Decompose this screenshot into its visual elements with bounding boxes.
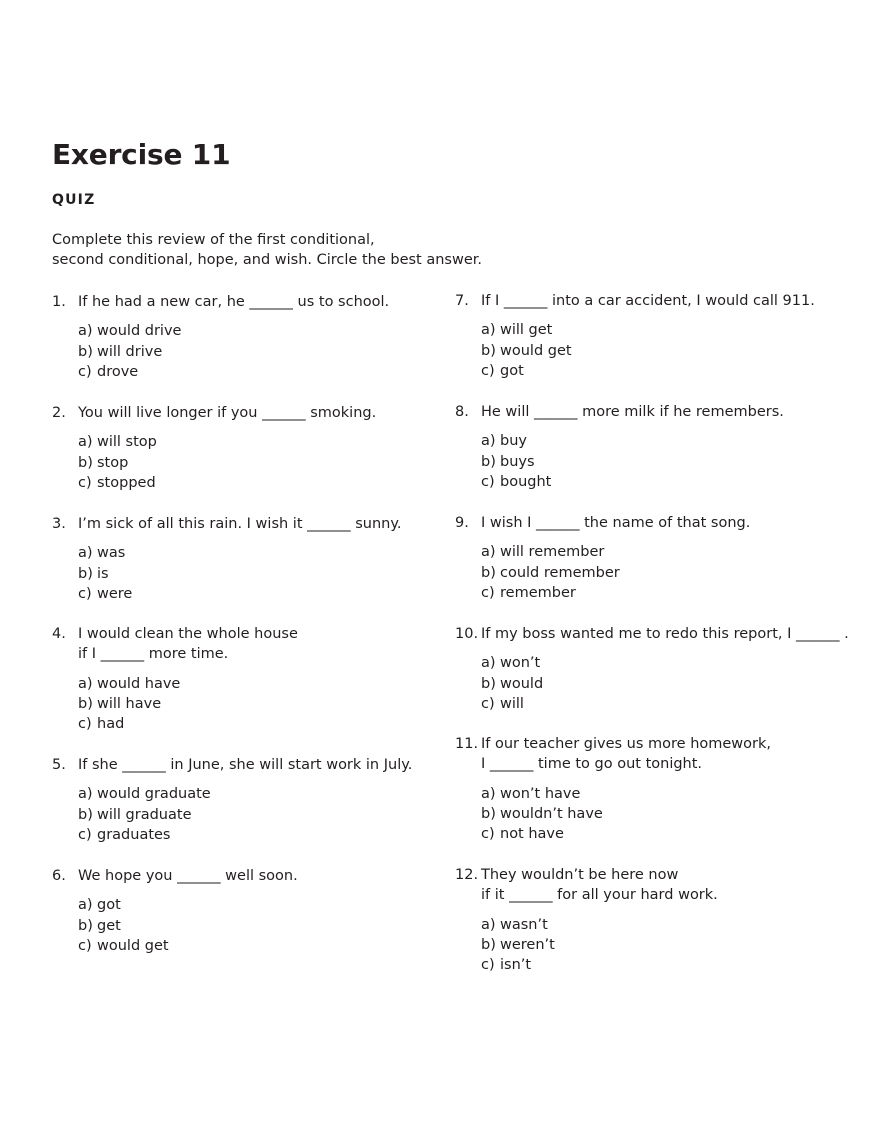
question-text — [481, 291, 815, 311]
option-letter: b) — [481, 564, 496, 581]
question-text-line: I would clean the whole house — [78, 626, 298, 642]
option-letter: b) — [78, 454, 93, 471]
option-text: not have — [500, 826, 564, 843]
instructions — [52, 230, 482, 270]
question-text — [78, 514, 401, 534]
option-text: stop — [97, 454, 129, 471]
answer-options — [481, 320, 815, 381]
option-text: remember — [500, 584, 576, 601]
instructions-line-1: Complete this review of the first conditional, — [52, 232, 375, 248]
option-letter: a) — [78, 323, 93, 340]
option-letter: c) — [78, 826, 92, 843]
answer-option[interactable] — [481, 824, 771, 844]
option-text: will remember — [500, 544, 605, 561]
page-title: Exercise 11 — [52, 138, 231, 171]
answer-option[interactable] — [78, 362, 389, 382]
answer-options — [481, 653, 849, 714]
option-text: wasn’t — [500, 916, 548, 933]
option-letter: c) — [481, 695, 495, 712]
answer-option[interactable] — [481, 583, 750, 603]
option-text: won’t have — [500, 785, 581, 802]
option-letter: b) — [481, 453, 496, 470]
question-text-line: If he had a new car, he ______ us to school. — [78, 294, 390, 310]
question-text-line: I’m sick of all this rain. I wish it ______ sunny. — [78, 516, 402, 532]
question-12 — [455, 865, 718, 990]
option-letter: c) — [78, 474, 92, 491]
answer-option[interactable] — [78, 564, 401, 584]
answer-option[interactable] — [78, 321, 389, 341]
option-letter: b) — [78, 806, 93, 823]
answer-option[interactable] — [481, 935, 718, 955]
question-text — [481, 624, 849, 644]
question-text-line: You will live longer if you ______ smoking. — [78, 405, 377, 421]
answer-option[interactable] — [78, 694, 298, 714]
question-text — [481, 865, 718, 906]
answer-option[interactable] — [481, 341, 815, 361]
answer-options — [78, 895, 298, 956]
option-text: won’t — [500, 655, 541, 672]
answer-option[interactable] — [78, 916, 298, 936]
option-letter: a) — [78, 897, 93, 914]
option-text: would drive — [97, 323, 182, 340]
option-text: wouldn’t have — [500, 805, 603, 822]
option-text: had — [97, 716, 125, 733]
option-text: is — [97, 565, 109, 582]
answer-option[interactable] — [481, 653, 849, 673]
question-number: 11. — [455, 736, 479, 752]
question-text-line: I ______ time to go out tonight. — [481, 756, 703, 773]
answer-option[interactable] — [481, 674, 849, 694]
question-text-line: if it ______ for all your hard work. — [481, 887, 718, 904]
answer-option[interactable] — [481, 804, 771, 824]
answer-option[interactable] — [78, 895, 298, 915]
question-text-line: I wish I ______ the name of that song. — [481, 515, 751, 531]
question-7 — [455, 291, 815, 396]
option-letter: c) — [481, 957, 495, 974]
question-number: 10. — [455, 626, 479, 642]
option-text: weren’t — [500, 936, 555, 953]
option-letter: a) — [481, 785, 496, 802]
option-text: would have — [97, 675, 181, 692]
option-text: buy — [500, 433, 527, 450]
answer-option[interactable] — [481, 563, 750, 583]
question-number: 4. — [52, 626, 66, 642]
answer-option[interactable] — [481, 320, 815, 340]
question-number: 9. — [455, 515, 469, 531]
question-text-line: If my boss wanted me to redo this report, I ______ . — [481, 626, 849, 642]
answer-option[interactable] — [78, 584, 401, 604]
question-11 — [455, 734, 771, 859]
instructions-line-2: second conditional, hope, and wish. Circle the best answer. — [52, 252, 482, 268]
option-text: will drive — [97, 343, 163, 360]
answer-options — [78, 543, 401, 604]
option-text: will get — [500, 322, 553, 339]
question-text-line: He will ______ more milk if he remembers. — [481, 404, 784, 420]
option-letter: b) — [481, 675, 496, 692]
option-letter: c) — [481, 473, 495, 490]
option-text: would graduate — [97, 786, 211, 803]
question-text-line: if I ______ more time. — [78, 646, 229, 663]
answer-option[interactable] — [78, 784, 412, 804]
option-letter: b) — [481, 936, 496, 953]
question-text-line: If I ______ into a car accident, I would call 911. — [481, 293, 815, 309]
option-letter: c) — [78, 937, 92, 954]
option-letter: b) — [78, 695, 93, 712]
question-3 — [52, 514, 401, 619]
answer-options — [78, 674, 298, 735]
answer-option[interactable] — [78, 342, 389, 362]
option-text: will graduate — [97, 806, 192, 823]
answer-option[interactable] — [481, 431, 784, 451]
question-number: 8. — [455, 404, 469, 420]
question-text — [481, 402, 784, 422]
answer-option[interactable] — [481, 955, 718, 975]
question-text-line: We hope you ______ well soon. — [78, 868, 298, 884]
answer-options — [481, 431, 784, 492]
answer-option[interactable] — [78, 543, 401, 563]
answer-option[interactable] — [78, 936, 298, 956]
question-6 — [52, 866, 298, 971]
question-10 — [455, 624, 849, 729]
question-text — [481, 734, 771, 775]
answer-options — [78, 321, 389, 382]
option-text: graduates — [97, 826, 171, 843]
question-number: 7. — [455, 293, 469, 309]
question-5 — [52, 755, 412, 860]
option-letter: c) — [481, 362, 495, 379]
option-letter: a) — [78, 434, 93, 451]
option-text: bought — [500, 473, 552, 490]
option-text: will — [500, 695, 524, 712]
question-number: 12. — [455, 867, 479, 883]
question-text — [78, 403, 376, 423]
option-letter: b) — [481, 805, 496, 822]
question-number: 5. — [52, 757, 66, 773]
option-letter: b) — [78, 917, 93, 934]
option-text: buys — [500, 453, 535, 470]
answer-option[interactable] — [481, 472, 784, 492]
option-text: could remember — [500, 564, 620, 581]
option-text: will stop — [97, 434, 157, 451]
option-letter: c) — [481, 826, 495, 843]
option-text: will have — [97, 695, 162, 712]
question-8 — [455, 402, 784, 507]
option-text: get — [97, 917, 121, 934]
question-1 — [52, 292, 389, 397]
option-letter: c) — [78, 363, 92, 380]
option-letter: a) — [481, 544, 496, 561]
question-text — [78, 624, 298, 665]
option-letter: a) — [78, 786, 93, 803]
option-letter: c) — [481, 584, 495, 601]
answer-options — [78, 784, 412, 845]
option-letter: a) — [481, 322, 496, 339]
option-letter: a) — [481, 916, 496, 933]
option-text: stopped — [97, 474, 156, 491]
answer-options — [481, 784, 771, 845]
answer-option[interactable] — [78, 432, 376, 452]
answer-options — [481, 915, 718, 976]
question-text-line: They wouldn’t be here now — [481, 867, 679, 883]
answer-options — [78, 432, 376, 493]
question-text-line: If she ______ in June, she will start work in July. — [78, 757, 413, 773]
answer-options — [481, 542, 750, 603]
option-letter: a) — [78, 545, 93, 562]
question-4 — [52, 624, 298, 749]
option-text: were — [97, 585, 133, 602]
answer-option[interactable] — [481, 915, 718, 935]
answer-option[interactable] — [481, 694, 849, 714]
answer-option[interactable] — [481, 542, 750, 562]
question-text — [481, 513, 750, 533]
section-label: QUIZ — [52, 192, 96, 208]
option-text: would get — [97, 937, 169, 954]
option-letter: a) — [481, 655, 496, 672]
option-letter: b) — [78, 343, 93, 360]
question-2 — [52, 403, 376, 508]
option-letter: a) — [481, 433, 496, 450]
option-text: got — [500, 362, 524, 379]
question-9 — [455, 513, 750, 618]
option-letter: c) — [78, 716, 92, 733]
question-number: 6. — [52, 868, 66, 884]
answer-option[interactable] — [78, 473, 376, 493]
question-number: 3. — [52, 516, 66, 532]
option-text: would get — [500, 342, 572, 359]
option-letter: a) — [78, 675, 93, 692]
answer-option[interactable] — [78, 805, 412, 825]
option-text: was — [97, 545, 126, 562]
question-text-line: If our teacher gives us more homework, — [481, 736, 771, 752]
option-letter: c) — [78, 585, 92, 602]
answer-option[interactable] — [78, 825, 412, 845]
answer-option[interactable] — [481, 784, 771, 804]
question-text — [78, 866, 298, 886]
option-text: would — [500, 675, 544, 692]
question-number: 1. — [52, 294, 66, 310]
question-text — [78, 755, 412, 775]
option-letter: b) — [78, 565, 93, 582]
option-letter: b) — [481, 342, 496, 359]
option-text: isn’t — [500, 957, 532, 974]
option-text: drove — [97, 363, 139, 380]
question-text — [78, 292, 389, 312]
answer-option[interactable] — [481, 361, 815, 381]
answer-option[interactable] — [78, 714, 298, 734]
option-text: got — [97, 897, 121, 914]
answer-option[interactable] — [78, 674, 298, 694]
question-number: 2. — [52, 405, 66, 421]
answer-option[interactable] — [481, 452, 784, 472]
answer-option[interactable] — [78, 453, 376, 473]
